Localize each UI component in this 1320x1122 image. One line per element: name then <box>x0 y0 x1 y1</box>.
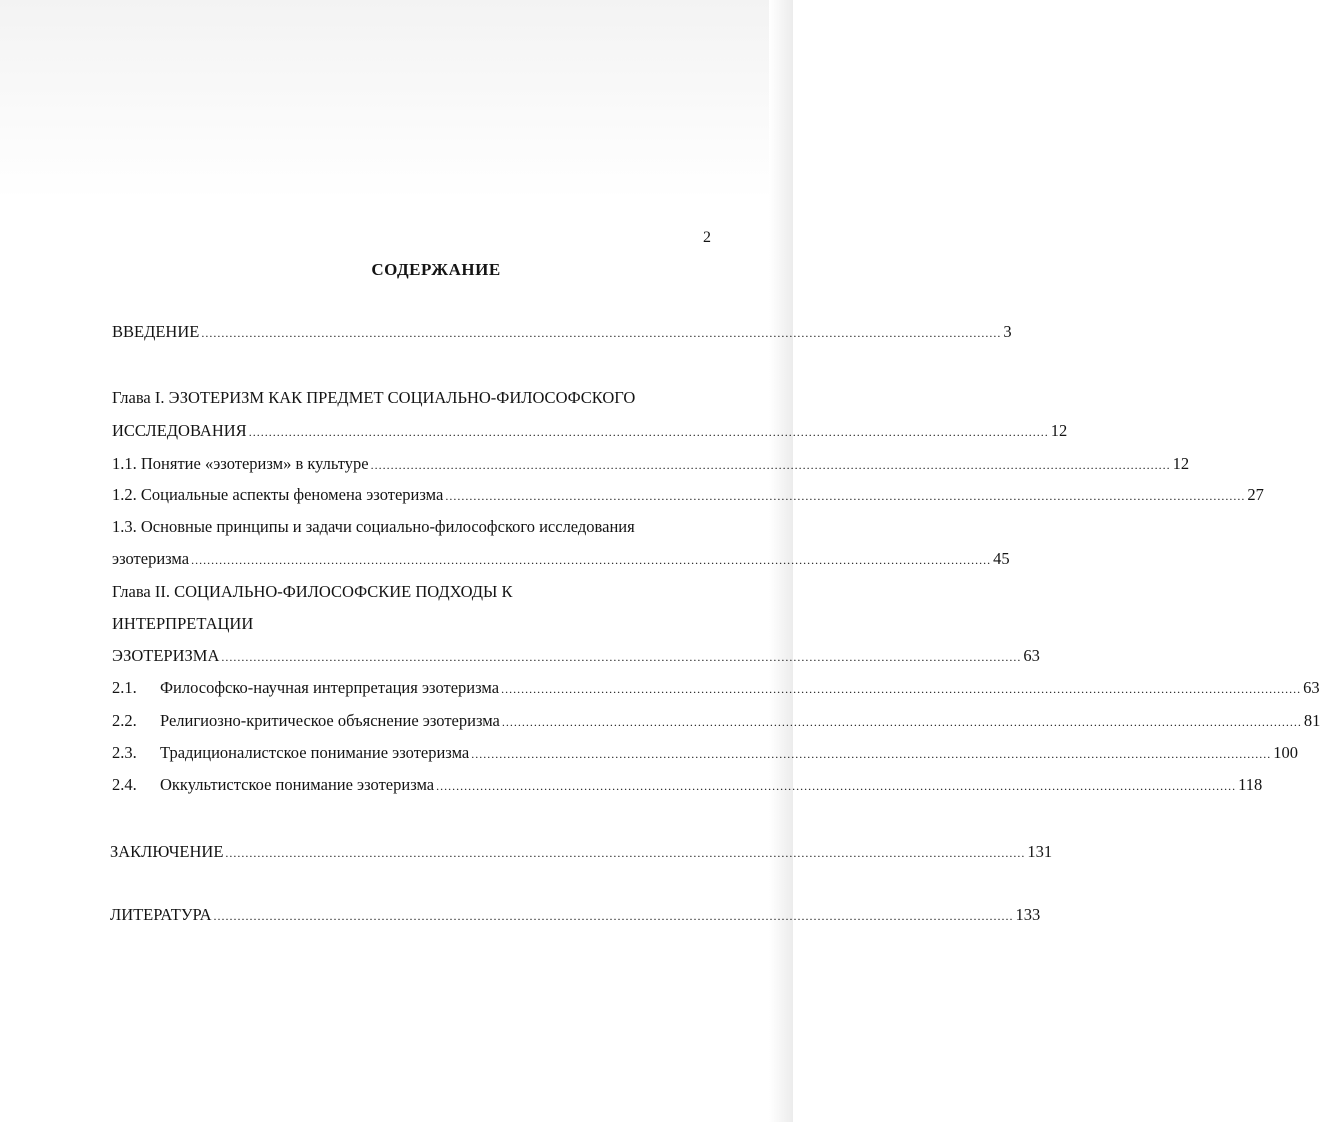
leader-dots: ........................................................................................................................................................................................................ <box>225 846 1026 860</box>
toc-entry-page: 45 <box>993 549 1010 568</box>
toc-entry-1-3-line1[interactable]: 1.3. Основные принципы и задачи социально-философского исследования <box>112 517 635 536</box>
toc-entry-page: 81 <box>1303 711 1320 730</box>
toc-entry-label: ЛИТЕРАТУРА <box>110 905 212 924</box>
toc-entry-label: Оккультистское понимание эзотеризма <box>160 775 435 794</box>
toc-entry-label: Традиционалистское понимание эзотеризма <box>160 743 470 762</box>
toc-entry-intro[interactable] <box>112 322 1012 344</box>
toc-entry-1-1[interactable] <box>112 454 1190 476</box>
scan-shading <box>0 0 793 200</box>
toc-entry-label: эзотеризма <box>112 549 190 568</box>
toc-entry-page: 63 <box>1303 678 1320 697</box>
leader-dots: ........................................................................................................................................................................................................ <box>248 425 1049 439</box>
leader-dots: ........................................................................................................................................................................................................ <box>501 715 1302 729</box>
toc-entry-page: 27 <box>1247 485 1264 504</box>
chapter-2-title-line1[interactable]: Глава II. СОЦИАЛЬНО-ФИЛОСОФСКИЕ ПОДХОДЫ К <box>112 582 513 601</box>
toc-entry-2-2[interactable] <box>112 711 1320 733</box>
toc-entry-page: 100 <box>1273 743 1298 762</box>
toc-entry-page: 63 <box>1023 646 1040 665</box>
toc-entry-label: ИССЛЕДОВАНИЯ <box>112 421 247 440</box>
toc-entry-label: ВВЕДЕНИЕ <box>112 322 200 341</box>
leader-dots: ........................................................................................................................................................................................................ <box>471 747 1272 761</box>
toc-entry-label: 1.2. Социальные аспекты феномена эзотеризма <box>112 485 444 504</box>
leader-dots: ........................................................................................................................................................................................................ <box>221 650 1022 664</box>
toc-entry-1-2[interactable] <box>112 485 1264 507</box>
leader-dots: ........................................................................................................................................................................................................ <box>436 779 1237 793</box>
leader-dots: ........................................................................................................................................................................................................ <box>445 489 1246 503</box>
toc-entry-label: ЗАКЛЮЧЕНИЕ <box>110 842 224 861</box>
toc-entry-conclusion[interactable] <box>110 842 1053 864</box>
toc-entry-page: 12 <box>1050 421 1068 440</box>
toc-entry-2-1[interactable] <box>112 678 1320 700</box>
leader-dots: ........................................................................................................................................................................................................ <box>501 682 1302 696</box>
toc-entry-page: 118 <box>1238 775 1263 794</box>
toc-entry-label: ЭЗОТЕРИЗМА <box>112 646 220 665</box>
toc-entry-1-3[interactable] <box>112 549 1010 571</box>
toc-entry-label: Религиозно-критическое объяснение эзотеризма <box>160 711 500 730</box>
toc-entry-label: 1.1. Понятие «эзотеризм» в культуре <box>112 454 369 473</box>
leader-dots: ........................................................................................................................................................................................................ <box>201 326 1002 340</box>
toc-entry-page: 3 <box>1003 322 1012 341</box>
chapter-2-title-line2[interactable]: ИНТЕРПРЕТАЦИИ <box>112 614 254 633</box>
toc-entry-number: 2.3. <box>112 743 137 762</box>
toc-entry-number: 2.4. <box>112 775 137 794</box>
leader-dots: ........................................................................................................................................................................................................ <box>191 553 992 567</box>
toc-title: СОДЕРЖАНИЕ <box>371 260 501 279</box>
chapter-1-title[interactable]: Глава I. ЭЗОТЕРИЗМ КАК ПРЕДМЕТ СОЦИАЛЬНО-ФИЛОСОФСКОГО <box>112 388 636 407</box>
toc-entry-literature[interactable] <box>110 905 1041 927</box>
toc-entry-number: 2.1. <box>112 678 137 697</box>
toc-entry-chapter-2[interactable] <box>112 646 1040 668</box>
page-number: 2 <box>703 229 711 246</box>
toc-entry-page: 12 <box>1172 454 1190 473</box>
toc-entry-page: 131 <box>1027 842 1053 861</box>
toc-entry-chapter-1[interactable] <box>112 421 1068 443</box>
toc-entry-page: 133 <box>1015 905 1041 924</box>
toc-entry-2-4[interactable] <box>112 775 1263 797</box>
toc-entry-2-3[interactable] <box>112 743 1298 765</box>
leader-dots: ........................................................................................................................................................................................................ <box>213 909 1014 923</box>
leader-dots: ........................................................................................................................................................................................................ <box>370 458 1171 472</box>
toc-entry-number: 2.2. <box>112 711 137 730</box>
toc-entry-label: Философско-научная интерпретация эзотеризма <box>160 678 500 697</box>
